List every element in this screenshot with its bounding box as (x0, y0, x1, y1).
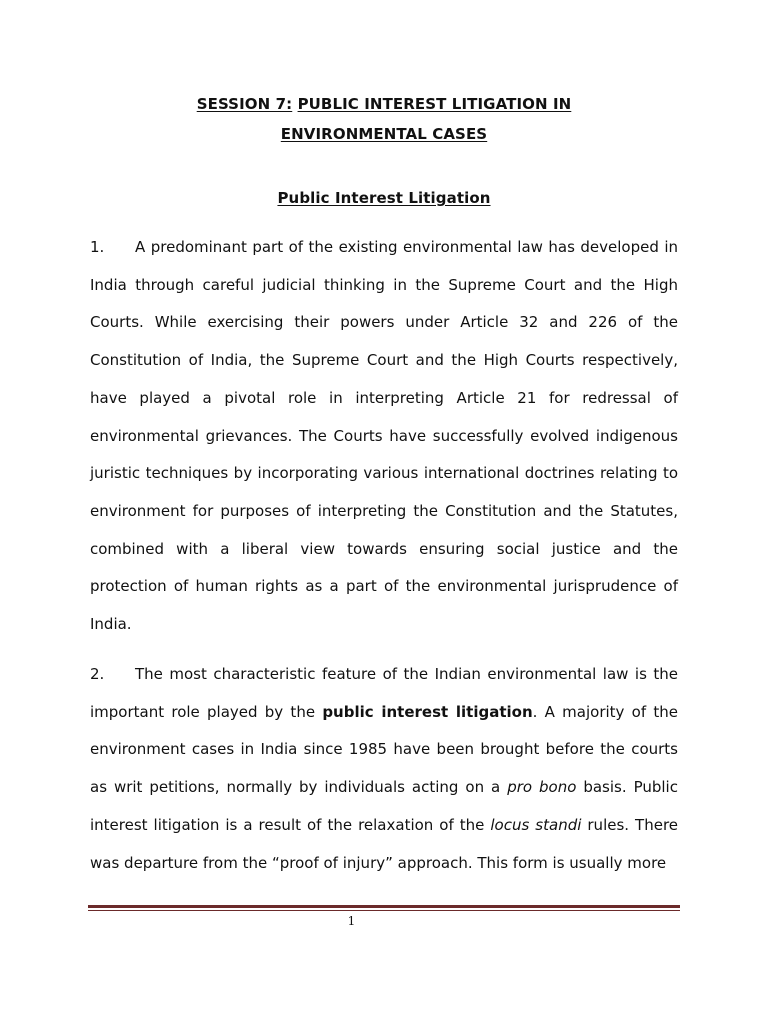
paragraph-2-text-b: . A majority of the environment cases in India since 1985 have been brought before the courts as writ petitions, normally by individuals acting on a (90, 702, 678, 797)
paragraph-1-text: A predominant part of the existing environmental law has developed in India through careful judicial thinking in the Supreme Court and the High Courts. While exercising their powers under Article 32 and 226 of the Constitution of India, the Supreme Court and the High Courts respectively, have played a pivotal role in interpreting Article 21 for redressal of environmental grievances. The Courts have successfully evolved indigenous juristic techniques by incorporating various international doctrines relating to environment for purposes of interpreting the Constitution and the Statutes, combined with a liberal view towards ensuring social justice and the protection of human rights as a part of the environmental jurisprudence of India. (90, 238, 678, 634)
paragraph-1 (90, 229, 678, 644)
footer-rule-thin (88, 910, 680, 911)
paragraph-1-number: 1. (90, 238, 105, 256)
section-subtitle (0, 188, 768, 208)
session-title-line-1 (0, 94, 768, 114)
session-title-line-2 (0, 124, 768, 144)
footer-rule-thick (88, 905, 680, 908)
paragraph-2-number: 2. (90, 665, 105, 683)
paragraph-2-italic-locus-standi: locus standi (490, 815, 582, 834)
session-title-part-2: ENVIRONMENTAL CASES (280, 125, 488, 143)
page-number: 1 (347, 914, 356, 928)
paragraph-2-text-d: rules. There was departure from the “proof of injury” approach. This form is usually more (90, 815, 679, 872)
paragraph-2 (90, 656, 678, 882)
session-title-part-1: PUBLIC INTEREST LITIGATION IN (297, 95, 572, 113)
paragraph-2-bold-term: public interest litigation (322, 702, 533, 721)
paragraph-2-text-a: The most characteristic feature of the Indian environmental law is the important role played by the (90, 665, 678, 721)
session-prefix: SESSION 7: (196, 95, 293, 113)
paragraph-2-text-c: basis. Public interest litigation is a result of the relaxation of the (90, 778, 678, 834)
section-subtitle-text: Public Interest Litigation (277, 189, 491, 207)
paragraph-2-italic-pro-bono: pro bono (507, 778, 577, 797)
